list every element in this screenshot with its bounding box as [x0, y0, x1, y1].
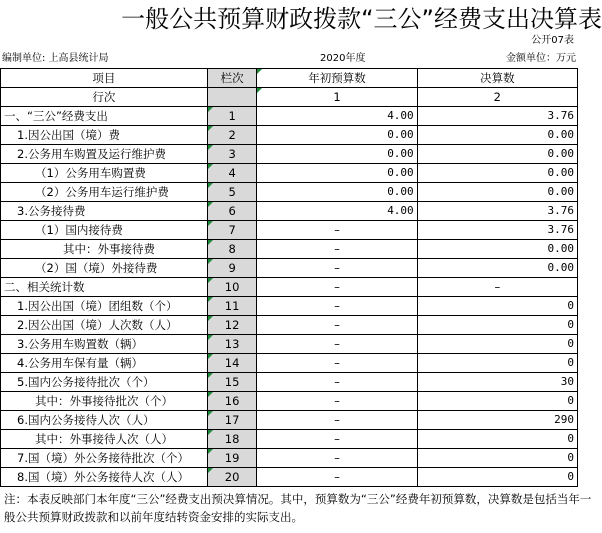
row-budget-value[interactable]: –: [257, 430, 417, 449]
row-budget-value[interactable]: –: [257, 373, 417, 392]
table-row: [1, 202, 578, 221]
row-final-value[interactable]: 0: [417, 335, 577, 354]
row-final-value[interactable]: 0: [417, 354, 577, 373]
table-row: [1, 107, 578, 126]
row-final-value[interactable]: 0.00: [417, 240, 577, 259]
header-item[interactable]: 项目: [1, 69, 208, 88]
form-code: 公开07表: [531, 35, 574, 46]
row-budget-value[interactable]: –: [257, 354, 417, 373]
row-number[interactable]: 20: [207, 468, 257, 487]
row-number[interactable]: 8: [207, 240, 257, 259]
row-number[interactable]: 6: [207, 202, 257, 221]
row-budget-value[interactable]: –: [257, 240, 417, 259]
table-row: [1, 392, 578, 411]
row-final-value[interactable]: 0.00: [417, 164, 577, 183]
row-number[interactable]: 19: [207, 449, 257, 468]
table-row: [1, 240, 578, 259]
row-item-label[interactable]: 其中：外事接待费: [1, 240, 208, 259]
row-item-label[interactable]: 一、“三公”经费支出: [1, 107, 208, 126]
row-item-label[interactable]: 3.公务用车购置数（辆）: [1, 335, 208, 354]
footnote: 注：本表反映部门本年度“三公”经费支出预决算情况。其中，预算数为“三公”经费年初预算数，决算数是包括当年一般公共预算财政拨款和以前年度结转资金安排的实际支出。: [4, 492, 592, 524]
row-budget-value[interactable]: –: [257, 297, 417, 316]
row-item-label[interactable]: （2）国（境）外接待费: [1, 259, 208, 278]
row-number[interactable]: 13: [207, 335, 257, 354]
row-budget-value[interactable]: –: [257, 392, 417, 411]
row-final-value[interactable]: –: [417, 278, 577, 297]
table-row: [1, 411, 578, 430]
row-budget-value[interactable]: –: [257, 316, 417, 335]
row-final-value[interactable]: 0: [417, 316, 577, 335]
row-item-label[interactable]: （2）公务用车运行维护费: [1, 183, 208, 202]
row-final-value[interactable]: 0: [417, 392, 577, 411]
row-final-value[interactable]: 3.76: [417, 221, 577, 240]
row-item-label[interactable]: 6.国内公务接待人次（人）: [1, 411, 208, 430]
table-row: [1, 430, 578, 449]
row-final-value[interactable]: 0: [417, 430, 577, 449]
row-number[interactable]: 3: [207, 145, 257, 164]
table-row: [1, 449, 578, 468]
row-item-label[interactable]: （1）国内接待费: [1, 221, 208, 240]
table-row: [1, 183, 578, 202]
row-final-value[interactable]: 0: [417, 297, 577, 316]
row-number[interactable]: 7: [207, 221, 257, 240]
header-final[interactable]: 决算数: [417, 69, 577, 88]
row-label[interactable]: 行次: [1, 88, 208, 107]
row-item-label[interactable]: 5.国内公务接待批次（个）: [1, 373, 208, 392]
table-row: [1, 373, 578, 392]
table-row: [1, 164, 578, 183]
table-row: [1, 354, 578, 373]
row-item-label[interactable]: 其中：外事接待批次（个）: [1, 392, 208, 411]
table-row: [1, 335, 578, 354]
row-final-value[interactable]: 0.00: [417, 259, 577, 278]
row-budget-value[interactable]: –: [257, 259, 417, 278]
row-final-value[interactable]: 3.76: [417, 202, 577, 221]
row-number[interactable]: 12: [207, 316, 257, 335]
row-number[interactable]: 5: [207, 183, 257, 202]
row-budget-value[interactable]: –: [257, 335, 417, 354]
header-col-no[interactable]: 栏次: [207, 69, 257, 88]
header-row: [1, 69, 578, 88]
row-number[interactable]: 10: [207, 278, 257, 297]
row-budget-value[interactable]: –: [257, 468, 417, 487]
row-item-label[interactable]: 二、相关统计数: [1, 278, 208, 297]
row-number[interactable]: 11: [207, 297, 257, 316]
row-item-label[interactable]: 2.公务用车购置及运行维护费: [1, 145, 208, 164]
row-number[interactable]: 15: [207, 373, 257, 392]
table-row: [1, 126, 578, 145]
row-item-label[interactable]: 7.国（境）外公务接待批次（个）: [1, 449, 208, 468]
fiscal-year: 2020年度: [320, 53, 366, 64]
row-final-value[interactable]: 0: [417, 449, 577, 468]
row-budget-value[interactable]: 0.00: [257, 126, 417, 145]
row-final-value[interactable]: 290: [417, 411, 577, 430]
row-item-label[interactable]: 2.因公出国（境）人次数（人）: [1, 316, 208, 335]
index-blank[interactable]: [207, 88, 257, 107]
table-row: [1, 316, 578, 335]
table-row: [1, 259, 578, 278]
row-budget-value[interactable]: –: [257, 278, 417, 297]
row-final-value[interactable]: 0.00: [417, 145, 577, 164]
row-budget-value[interactable]: –: [257, 221, 417, 240]
final-index[interactable]: 2: [417, 88, 577, 107]
row-number[interactable]: 18: [207, 430, 257, 449]
row-final-value[interactable]: 0.00: [417, 126, 577, 145]
row-item-label[interactable]: 1.因公出国（境）费: [1, 126, 208, 145]
row-final-value[interactable]: 0: [417, 468, 577, 487]
row-budget-value[interactable]: 0.00: [257, 183, 417, 202]
row-number[interactable]: 17: [207, 411, 257, 430]
row-item-label[interactable]: 3.公务接待费: [1, 202, 208, 221]
row-item-label[interactable]: 8.国（境）外公务接待人次（人）: [1, 468, 208, 487]
row-number[interactable]: 2: [207, 126, 257, 145]
row-item-label[interactable]: （1）公务用车购置费: [1, 164, 208, 183]
row-final-value[interactable]: 3.76: [417, 107, 577, 126]
table-row: [1, 145, 578, 164]
expenditure-table: [0, 68, 578, 487]
row-number[interactable]: 4: [207, 164, 257, 183]
table-row: [1, 468, 578, 487]
table-title: 一般公共预算财政拨款“三公”经费支出决算表: [121, 5, 602, 33]
table-row: [1, 297, 578, 316]
row-item-label[interactable]: 1.因公出国（境）团组数（个）: [1, 297, 208, 316]
index-row: [1, 88, 578, 107]
row-item-label[interactable]: 4.公务用车保有量（辆）: [1, 354, 208, 373]
header-budget[interactable]: 年初预算数: [257, 69, 417, 88]
money-unit: 金额单位：万元: [506, 53, 576, 64]
budget-index[interactable]: 1: [257, 88, 417, 107]
row-item-label[interactable]: 其中：外事接待人次（人）: [1, 430, 208, 449]
reporting-unit: 编制单位: 上高县统计局: [2, 53, 109, 64]
row-number[interactable]: 16: [207, 392, 257, 411]
table-row: [1, 278, 578, 297]
row-budget-value[interactable]: 4.00: [257, 107, 417, 126]
row-budget-value[interactable]: –: [257, 411, 417, 430]
row-number[interactable]: 9: [207, 259, 257, 278]
row-number[interactable]: 14: [207, 354, 257, 373]
row-budget-value[interactable]: 0.00: [257, 164, 417, 183]
table-row: [1, 221, 578, 240]
row-budget-value[interactable]: 4.00: [257, 202, 417, 221]
row-budget-value[interactable]: 0.00: [257, 145, 417, 164]
row-final-value[interactable]: 30: [417, 373, 577, 392]
row-number[interactable]: 1: [207, 107, 257, 126]
meta-row: [0, 52, 602, 66]
row-final-value[interactable]: 0.00: [417, 183, 577, 202]
row-budget-value[interactable]: –: [257, 449, 417, 468]
